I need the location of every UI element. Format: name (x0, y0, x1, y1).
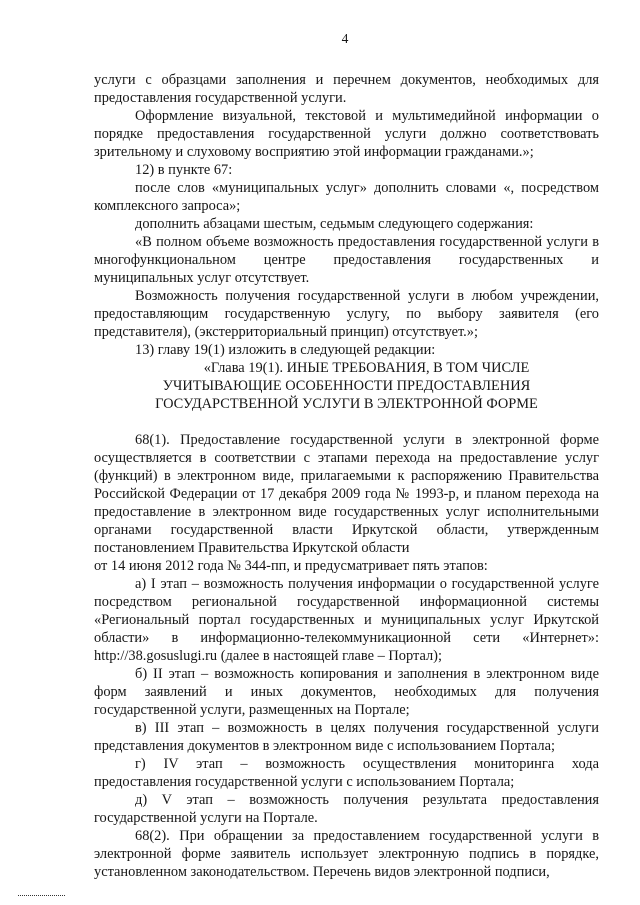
paragraphs-before-heading (94, 71, 599, 359)
page-number: 4 (341, 31, 349, 46)
paragraph: Оформление визуальной, текстовой и мультимедийной информации о порядке предоставления государственной услуги должно соответствовать зрительному и слуховому восприятию этой информации гражданами.»; (94, 108, 599, 160)
chapter-heading-line-3: ГОСУДАРСТВЕННОЙ УСЛУГИ В ЭЛЕКТРОННОЙ ФОРМЕ (155, 396, 538, 412)
paragraph: 68(2). При обращении за предоставлением государственной услуги в электронной форме заявитель использует электронную подпись в порядке, установленном законодательством. Перечень видов электронной подписи, (94, 828, 599, 880)
paragraphs-after-heading (94, 431, 599, 881)
paragraph: а) I этап – возможность получения информации о государственной услуге посредством региональной государственной информационной системы «Региональный портал государственных и муниципальных услуг Иркутской области» в информационно-телекоммуникационной сети «Интернет»: http://38.gosuslugi.ru (далее в настоящей главе – Портал); (94, 576, 599, 664)
paragraph: б) II этап – возможность копирования и заполнения в электронном виде форм заявлений и иных документов, необходимых для получения государственной услуги, размещенных на Портале; (94, 666, 599, 718)
paragraph: от 14 июня 2012 года № 344-пп, и предусматривает пять этапов: (94, 558, 488, 574)
paragraph: 12) в пункте 67: (135, 162, 233, 178)
chapter-heading-line-1: «Глава 19(1). ИНЫЕ ТРЕБОВАНИЯ, В ТОМ ЧИСЛЕ (203, 360, 530, 376)
paragraph: 13) главу 19(1) изложить в следующей редакции: (135, 342, 436, 358)
paragraph: «В полном объеме возможность предоставления государственной услуги в многофункциональном центре предоставления государственных и муниципальных услуг отсутствует. (94, 234, 599, 286)
paragraph: в) III этап – возможность в целях получения государственной услуги представления документов в электронном виде с использованием Портала; (94, 720, 599, 754)
paragraph: г) IV этап – возможность осуществления мониторинга хода предоставления государственной услуги с использованием Портала; (94, 756, 599, 790)
paragraph: после слов «муниципальных услуг» дополнить словами «, посредством комплексного запроса»; (94, 180, 599, 214)
paragraph: дополнить абзацами шестым, седьмым следующего содержания: (135, 216, 534, 232)
chapter-heading (94, 359, 599, 413)
footer-dotted-mark (18, 895, 65, 896)
paragraph: услуги с образцами заполнения и перечнем документов, необходимых для предоставления государственной услуги. (94, 72, 599, 106)
paragraph: 68(1). Предоставление государственной услуги в электронной форме осуществляется в соответствии с этапами перехода на предоставление услуг (функций) в электронном виде, прилагаемыми к распоряжению Правительства Российской Федерации от 17 декабря 2009 года № 1993-р, и планом перехода на предоставление в электронном виде государственных услуг исполнительными органами государственной власти Иркутской области, утвержденным постановлением Правительства Иркутской области (94, 432, 599, 556)
paragraph: Возможность получения государственной услуги в любом учреждении, предоставляющим государственную услугу, по выбору заявителя (его представителя), (экстерриториальный принцип) отсутствует.»; (94, 288, 599, 340)
document-body (94, 71, 599, 881)
paragraph: д) V этап – возможность получения результата предоставления государственной услуги на Портале. (94, 792, 599, 826)
chapter-heading-line-2: УЧИТЫВАЮЩИЕ ОСОБЕННОСТИ ПРЕДОСТАВЛЕНИЯ (162, 378, 531, 394)
